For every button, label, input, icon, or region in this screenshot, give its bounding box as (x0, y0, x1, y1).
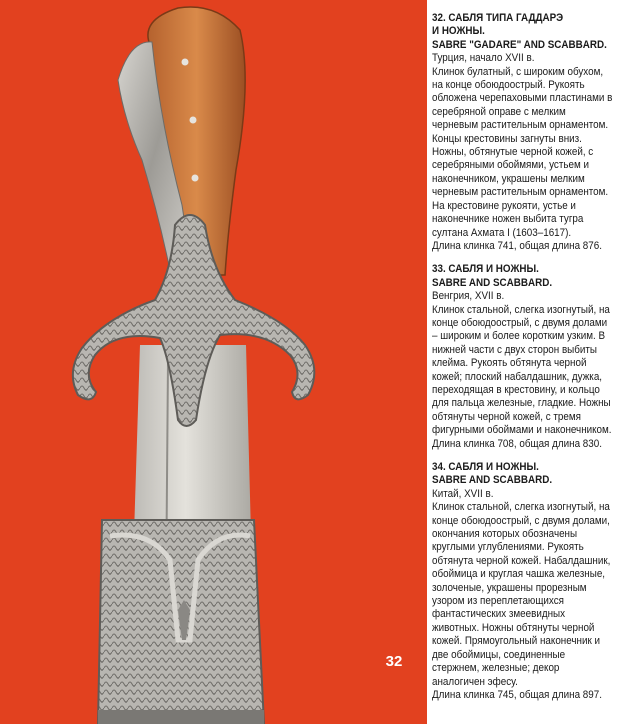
entry-description: Клинок стальной, слегка изогнутый, на конце обоюдоострый, с двумя долами, окончания которых обозначены круглыми углублениями. Рукоять обтянута черной кожей. Набалдашник, обоймица и круглая чашка железные, золоченые, украшены прорезным узором из переплетающихся фантастических змеевидных животных. Ножны обтянуты черной кожей. Прямоугольный наконечник и две обоймицы, соединенные стержнем, железные; декор аналогичен эфесу. (432, 501, 611, 688)
catalog-entry-32 (432, 12, 612, 253)
entry-title-ru: 32. САБЛЯ ТИПА ГАДДАРЭ (432, 12, 564, 24)
entry-origin: Китай, XVII в. (432, 487, 494, 500)
entry-origin: Венгрия, XVII в. (432, 290, 505, 303)
entry-title-ru-cont: И НОЖНЫ. (432, 25, 485, 38)
entry-title-en: SABRE AND SCABBARD. (432, 276, 553, 289)
entry-dimensions: Длина клинка 741, общая длина 876. (432, 239, 602, 252)
page-number: 32 (385, 653, 403, 670)
entry-title-en: SABRE "GADARE" AND SCABBARD. (432, 38, 607, 51)
entry-dimensions: Длина клинка 708, общая длина 830. (432, 437, 602, 450)
entry-description: Клинок стальной, слегка изогнутый, на конце обоюдоострый, с двумя долами – широким и более коротким узким. В нижней части с двух сторон выбиты клейма. Рукоять обтянута черной кожей; плоский набалдашник, дужка, переходящая в крестовину, и кольцо для пальца железные, гладкие. Ножны обтянуты черной кожей, с тремя фигурными обоймами и наконечником. (432, 303, 612, 437)
entry-title-en: SABRE AND SCABBARD. (432, 474, 553, 487)
catalog-entry-33 (432, 263, 612, 451)
entry-dimensions: Длина клинка 745, общая длина 897. (432, 688, 602, 701)
entry-title-ru: 34. САБЛЯ И НОЖНЫ. (432, 461, 539, 473)
catalog-entry-34 (432, 461, 612, 702)
catalog-text-column (432, 12, 612, 712)
entry-origin: Турция, начало XVII в. (432, 52, 535, 65)
entry-description: Клинок булатный, с широким обухом, на конце обоюдоострый. Рукоять облoжена черепаховыми пластинами в серебряной оправе с мелким черневым растительным орнаментом. Концы крестовины загнуты вниз. Ножны, обтянутые черной кожей, с серебряными обоймями, устьем и наконечником, украшены мелким черневым растительным орнаментом. На крестовине рукояти, устье и наконечнике ножен выбита тугра султана Ахмата I (1603–1617). (432, 65, 613, 239)
entry-title-ru: 33. САБЛЯ И НОЖНЫ. (432, 263, 539, 276)
